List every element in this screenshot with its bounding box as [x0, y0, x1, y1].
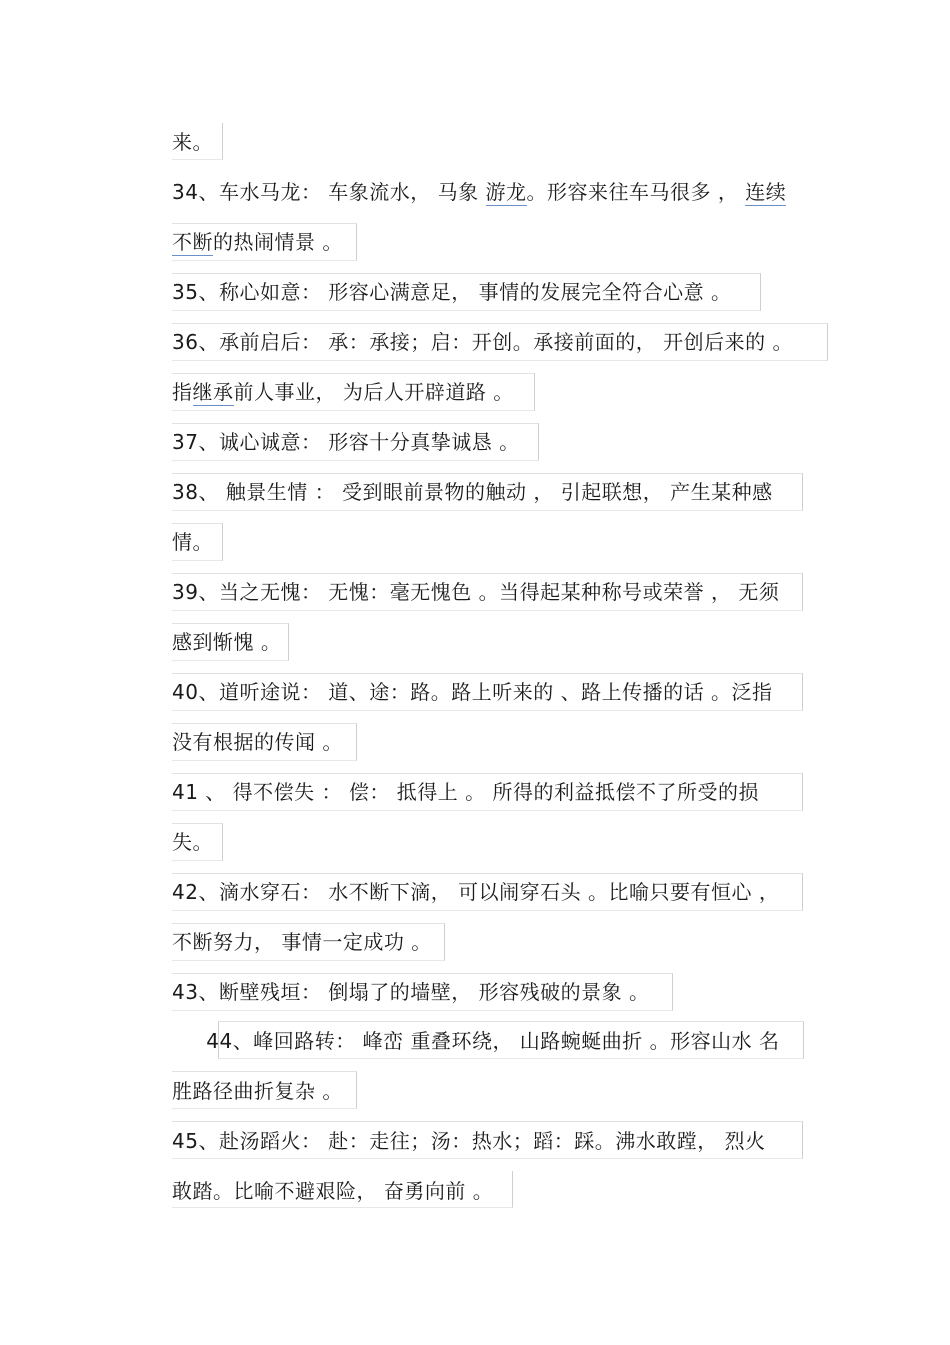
text-line [172, 422, 520, 462]
line-text: 的热闹情景 。 [213, 230, 343, 254]
line-text: 。形容来往车马很多 ， [526, 180, 746, 204]
line-text: 来。 [172, 130, 213, 154]
line-text: 43、断壁残垣： 倒塌了的墙壁， 形容残破的景象 。 [172, 980, 650, 1004]
text-line [172, 972, 650, 1012]
line-text: 45、赴汤蹈火： 赴：走往；汤：热水；蹈：踩。沸水敢蹚， 烈火 [172, 1129, 766, 1153]
text-line [172, 772, 759, 812]
text-line [172, 722, 343, 762]
line-text: 失。 [172, 830, 213, 854]
text-line [172, 1071, 343, 1111]
text-line [172, 822, 213, 862]
line-text: 35、称心如意： 形容心满意足， 事情的发展完全符合心意 。 [172, 280, 732, 304]
line-text: 40、道听途说： 道、途：路。路上听来的 、路上传播的话 。泛指 [172, 680, 773, 704]
line-text: 41 、 得不偿失 ： 偿： 抵得上 。 所得的利益抵偿不了所受的损 [172, 780, 759, 804]
text-line [172, 322, 793, 362]
text-line [172, 472, 773, 512]
text-line [172, 572, 779, 612]
text-line [172, 222, 343, 262]
line-text: 不断努力， 事情一定成功 。 [172, 930, 432, 954]
line-text: 36、承前启后： 承：承接；启：开创。承接前面的， 开创后来的 。 [172, 330, 794, 354]
text-line [172, 622, 281, 662]
text-line [172, 272, 732, 312]
line-text: 没有根据的传闻 。 [172, 730, 343, 754]
underlined-word: 游龙 [485, 180, 527, 204]
line-text: 情。 [172, 530, 213, 554]
text-line [172, 1021, 780, 1061]
text-line [172, 1171, 493, 1211]
text-line [172, 1121, 766, 1161]
text-line [172, 922, 432, 962]
underlined-word: 继承 [192, 380, 234, 404]
line-text: 前人事业， 为后人开辟道路 。 [233, 380, 514, 404]
line-text: 指 [172, 380, 193, 404]
line-text: 42、滴水穿石： 水不断下滴， 可以闹穿石头 。比喻只要有恒心 ， [172, 880, 780, 904]
underlined-word: 连续 [745, 180, 787, 204]
line-text: 敢踏。比喻不避艰险， 奋勇向前 。 [172, 1179, 494, 1203]
line-text: 37、诚心诚意： 形容十分真挚诚恳 。 [172, 430, 520, 454]
line-text: 39、当之无愧： 无愧：毫无愧色 。当得起某种称号或荣誉 ， 无须 [172, 580, 780, 604]
text-line [172, 122, 213, 162]
line-text: 38、 触景生情 ： 受到眼前景物的触动 ， 引起联想， 产生某种感 [172, 480, 773, 504]
text-line [172, 172, 786, 212]
line-text: 44、峰回路转： 峰峦 重叠环绕， 山路蜿蜒曲折 。形容山水 名 [172, 1029, 780, 1053]
text-line [172, 872, 779, 912]
text-line [172, 522, 213, 562]
text-line [172, 672, 773, 712]
line-text: 感到惭愧 。 [172, 630, 282, 654]
line-text: 34、车水马龙： 车象流水， 马象 [172, 180, 486, 204]
underlined-word: 不断 [172, 230, 213, 254]
line-text: 胜路径曲折复杂 。 [172, 1079, 343, 1103]
text-line [172, 372, 514, 412]
